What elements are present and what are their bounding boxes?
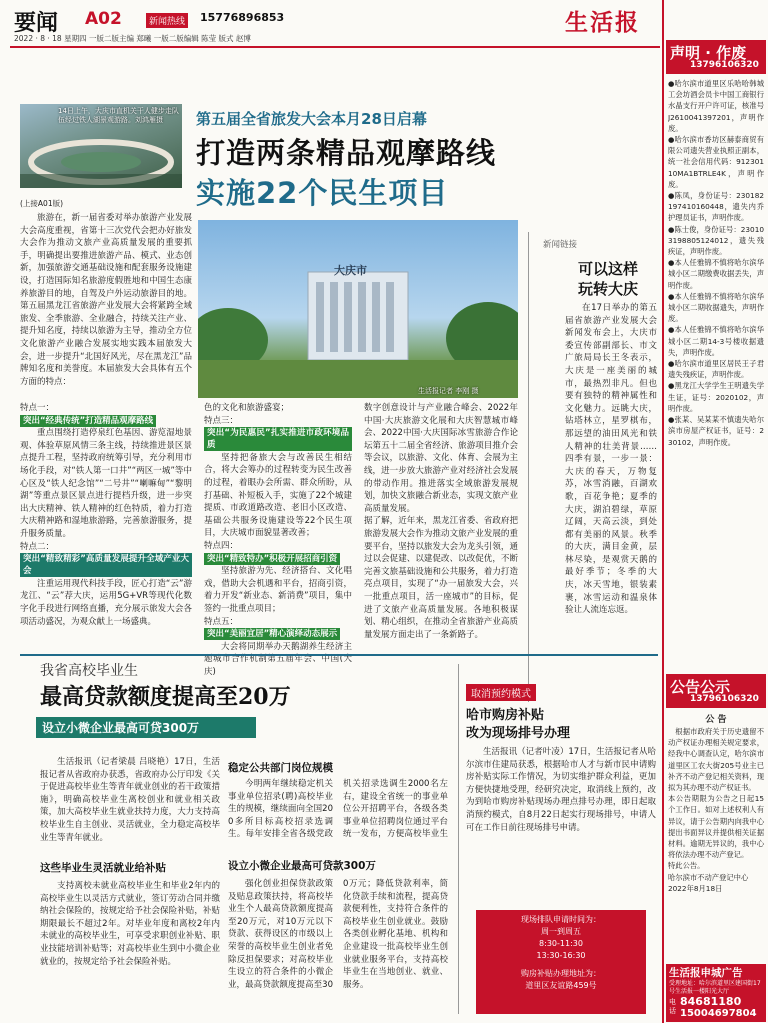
photo-caption: 14日上午，大庆市直机关干人健步走队伍经过铁人湖景观游路。刘鸿雁摄 — [58, 107, 179, 124]
top-col1-points — [20, 402, 192, 702]
banner2-phone: 13796106320 — [690, 694, 759, 704]
second-subhead: 设立小微企业最高可贷300万 — [36, 717, 256, 738]
point5-subhead: 突出“美丽宜居”精心演绎动态展示 — [204, 628, 340, 640]
second-kicker: 我省高校毕业生 — [40, 663, 138, 679]
second-lead: 生活报讯（记者梁晨 吕晓艳）17日，生活报记者从省政府办获悉，省政府办公厅印发《关于促进高校毕业生等青年就业创业的若干政策措施》，明确高校毕业生离校创业和就业相关政策，加大高校毕业生就业扶持力度，大力支持高校毕业生自主创业、灵活就业，全力稳定高校毕业生等青年就业。 — [40, 757, 220, 843]
point4-label: 特点四： — [204, 540, 239, 551]
info-line-2: 周一到周五 — [541, 927, 581, 936]
point2-text: 注重运用现代科技手段，匠心打造“云”游龙江、“云”荐大庆，运用5G+VR等现代化数字化手段进行网络直播，充分展示旅发大会各项活动盛况，为观众献上一场盛典。 — [20, 578, 192, 627]
point3-text: 坚持把备旅大会与改善民生相结合，将大会筹办的过程转变为民生改善的过程，着眼办会所需、群众所盼，从打基础、补短板入手，实施了22个城建提质、市政道路改造、老旧小区改造、基础公共服务设施建设等22个民生项目，大庆城市面貌显著改善； — [204, 452, 352, 539]
side2-title-1: 哈市购房补贴 — [466, 708, 545, 723]
point1-subhead: 突出“经典传统”打造精品观摩路线 — [20, 415, 156, 427]
point5-text: 大会将同期举办天鹅湖养生经济主题城市合作机制第五届年会、中国(大庆) — [204, 641, 352, 677]
point1-text: 重点围绕打造停泉红色基因、游览湿地景观、体验草原风情三条主线，持续推进景区景点提升工程，坚持政府统筹引导，充分利用市场化手段，对“铁人第一口井”“两区一城”等中心区及“铁人纪念馆”“二号井”“喇嘛甸”“黎明湖”等重点景区景点进行提档升级，进一步突出大庆精神、铁人精神的红色特质，着力打造大庆精神路和湿地旅游路，完善旅游服务，提升服务质量。 — [20, 428, 192, 539]
date-line: 2022 · 8 · 18 星期四 一版二版主编 郑曦 一版二版编辑 陈莹 版式 赵博 — [14, 34, 251, 43]
banner2-title: 公告公示 — [670, 678, 731, 696]
top-subheadline: 实施22个民生项目 — [196, 176, 449, 210]
point3-label: 特点三： — [204, 415, 239, 426]
section-title: 要闻 — [14, 11, 59, 36]
page-number: A02 — [85, 9, 122, 29]
masthead — [10, 0, 658, 44]
notice-banner-1 — [666, 40, 766, 74]
ad-address: 受理地址：哈尔滨道里区建国街17号生活报一楼阳光大厅 — [669, 980, 761, 995]
sidebar-kicker: 新闻链接 — [543, 240, 578, 250]
ad-box — [666, 964, 766, 1022]
sec1-title: 这些毕业生灵活就业给补贴 — [40, 862, 166, 874]
photo2-caption: 生活报记者 李刚 摄 — [418, 387, 479, 395]
banner1-phone: 13796106320 — [690, 60, 759, 70]
side2-kicker: 取消预约模式 — [466, 684, 536, 701]
col2-top: 色的文化和旅游盛宴； — [204, 403, 290, 413]
point4-subhead: 突出“精致特办”积极开展招商引资 — [204, 553, 340, 565]
hotline-number: 15776896853 — [200, 11, 285, 24]
top-photo — [20, 104, 182, 188]
daqing-photo — [198, 220, 518, 398]
info-line-6: 道里区友谊路459号 — [525, 981, 597, 990]
building-sign: 大庆市 — [334, 264, 367, 277]
point2-label: 特点二： — [20, 541, 55, 552]
sec2-title: 稳定公共部门岗位规模 — [228, 762, 333, 774]
ad-phone-b: 15004697804 — [680, 1008, 757, 1019]
side2-text: 生活报讯（记者叶凌）17日，生活报记者从哈尔滨市住建局获悉，根据哈市人才与新市民申请购房补贴实际工作情况，为切实维护群众利益，更加方便快捷地受理，经研究决定，取消线上预约，改为到哈市购房补贴现场办理点排号办理，即日起取消预约模式，自8月22日起实行现场排号，申请人可在工作日前往现场排号申请。 — [466, 747, 656, 833]
sidebar-title-1: 可以这样 — [578, 260, 639, 278]
notice-list-1: ●哈尔滨市道里区乐哈哈韩城工会坊酒会员卡中国工商银行水晶支行开户许可证，核准号J2610041397201，声明作废。 ●哈尔滨市香坊区赫泰商贸有限公司遗失营业执照正副本，统一社会信用代码：91230110MA1BTRLE4K，声明作废。 ●陈凤，身份证号：230182197410160448，遗失内乔护理员证书，声明作废。 ●陈士俊，身份证号：230103198805124012，遗失残疾证，声明作废。 ●本人任雅锦不慎将哈尔滨华城小区二期缴费收据丢失，声明作废。 ●本人任雅锦不慎将哈尔滨华城小区二期收据遗失，声明作废。 ●本人任雅锦不慎将哈尔滨华城小区二期14-3号楼收据遗失，声明作废。 ●哈尔滨市道里区居民王子君遗失残疾证，声明作废。 ●黑龙江大学学生王明遗失学生证，证号：2020102，声明作废。 ●张某、吴某某不慎遗失哈尔滨市房屋产权证书，证号：230102，声明作废。 — [668, 79, 764, 447]
sec1-text: 支持离校未就业高校毕业生和毕业2年内的高校毕业生以灵活方式就业，签订劳动合同并缴纳社会保险的，按规定给予社会保险补贴，补贴期限最长不超过2年。对毕业年度和离校2年内未就业的高校毕业生，可享受求职创业补贴、职业技能培训补贴等；对高校毕业生到中小微企业就业的，按规定给予社会保险补贴。 — [40, 881, 220, 967]
sec3-text: 强化创业担保贷款政策及贴息政策扶持，将高校毕业生个人最高贷款额度提高至20万元，对10万元以下贷款、获得设区的市级以上荣誉的高校毕业生创业者免除反担保要求；对高校毕业生设立的符合条件的小微企业，最高贷款额度提高至300万元；降低贷款利率，简化贷款手续和流程，提高贷款便利性，支持符合条件的高校毕业生创业就业。鼓励各类创业孵化基地、机构和企业建设一批高校毕业生创业就业服务平台，支持高校毕业生在当地创业、就业、服务。 — [228, 879, 448, 990]
sec3-title: 设立小微企业最高可贷款300万 — [228, 860, 376, 872]
top-col2 — [204, 402, 352, 702]
ad-title: 生活报申城广告 — [669, 967, 743, 979]
side2-title-2: 改为现场排号办理 — [466, 726, 571, 741]
info-line-5: 购房补贴办理地址为： — [521, 969, 601, 978]
sec2-text: 今明两年继续稳定机关事业单位招录(聘)高校毕业生的规模，继续面向全国200多所目标高校招录选调生。每年安排全省各级党政机关招录选调生2000名左右，建设全省统一的事业单位公开招聘平台，各级各类事业单位招聘岗位通过平台统一发布，方便高校毕业生 — [228, 779, 448, 840]
sidebar-text: 在17日举办的第五届省旅游产业发展大会新闻发布会上，大庆市委宣传部副部长、市文广旅局局长王冬表示，大庆是一座美丽的城市，最热烈非凡。但也要有独特的精神属性和文化魅力。远眺大庆，钻塔林立，星罗棋布，那远望的油田风光和铁人精神的壮美背景……四季有景，一步一景：大庆的春天，万物复苏，冰雪消融，百湖欢歌，百花争艳；夏季的大庆，湖泊碧绿，草原辽阔，天高云淡，到处都有美丽的风景。秋季的大庆，满目金黄，层林尽染，是观赏天鹅的最好季节；冬季的大庆，冰天雪地，银装素裹，冰雪运动和温泉体验让人流连忘返。 — [565, 303, 657, 616]
info-line-4: 13:30-16:30 — [536, 951, 586, 960]
ad-phone-label: 电话 — [669, 998, 676, 1015]
banner1-title: 声明 · 作废 — [670, 44, 747, 62]
notice2-title: 公 告 — [705, 715, 727, 725]
top-col1-intro: 旅游在，新一届省委对举办旅游产业发展大会高度重视，省第十三次党代会把办好旅发大会作为推动文旅产业高质量发展的重要抓手，明确提出要推进旅游产品、模式、业态创新，加强旅游交通基础设施和配套服务设施建设，打造国际知名旅游度假胜地和中国生态康养旅游目的地，自驾及户外运动旅游目的地。第五届黑龙江省旅游产业发展大会将紧跨全域旅发、全季旅游、全业融合，持续关注产业、提升知名度，持续以旅游为主导，推动全方位文化旅游产业融合发展实地实践本届旅发大会，进一步提升“北国好风光，尽在黑龙江”品牌知名度和美誉度。本届旅发大会具体有五个方面的特点： — [20, 213, 192, 387]
info-line-1: 现场排队申请时间为： — [521, 915, 601, 924]
hotline-label: 新闻热线 — [146, 13, 188, 28]
point5-label: 特点五： — [204, 616, 239, 627]
top-headline: 打造两条精品观摩路线 — [196, 136, 497, 170]
point1-label: 特点一： — [20, 403, 55, 413]
notice-list-2: 根据市政府关于历史遗留不动产权证办理相关规定要求，经我中心调查认定，哈尔滨市道里区工农大街205号业主已补齐不动产登记相关资料，现拟为其办理不动产权证书。 本公告期限为公告之日起15个工作日。如对上述权利人有异议，请于公告期内向我中心提出书面异议并提供相关证据材料。逾期无异议的，我中心将依法办理不动产登记。 特此公告。 哈尔滨市不动产登记中心 2022年8月18日 — [668, 727, 764, 893]
notice-banner-2 — [666, 674, 766, 708]
sidebar-title-2: 玩转大庆 — [578, 280, 639, 298]
second-headline: 最高贷款额度提高至20万 — [40, 684, 291, 710]
ad-phone-a: 84681180 — [680, 995, 742, 1008]
source-note: (上接A01版) — [20, 199, 64, 208]
brand-logo: 生活报 — [565, 9, 640, 36]
top-kicker: 第五届全省旅发大会本月28日启幕 — [196, 110, 427, 128]
point4-text: 坚持旅游为先、经济搭台、文化唱戏，借助大会机遇和平台，招商引资，着力开发“新业态、新消费”项目，集中签约一批重点项目； — [204, 566, 352, 614]
side2-info-box — [476, 910, 646, 1014]
point3-subhead: 突出“为民惠民”扎实推进市政环境品质 — [204, 427, 352, 451]
point2-subhead: 突出“精致精彩”高质量发展提升全域产业大会 — [20, 553, 192, 577]
info-line-3: 8:30-11:30 — [539, 939, 583, 948]
top-col3: 数字创意设计与产业融合峰会、2022年中国·大庆旅游文化展和大庆智慧城市峰会、2022中国·大庆国际冰雪旅游合作论坛第五十二届全省经济、旅游项目推介会等会议，以旅游、文化、体育、会展为主线，进一步放大旅游产业对经济社会发展的带动作用。推进落实全域旅游发展规划，加快文旅融合新业态，实现文旅产业高质量发展。 据了解，近年来，黑龙江省委、省政府把旅游发展大会作为推动文旅产业发展的重要平台，坚持以旅发大会为龙头引领，通过以会促建、以建促改、以改促优，不断完善文旅基础设施和公共服务，着力打造亮点项目，实现了“办一届旅发大会，兴一批重点项目，活一座城市”的目标，促进了文旅产业高质量发展。各地积极谋划、精心组织，在推动全省旅游产业高质量发展方面走出了一条新路子。 — [364, 403, 518, 640]
